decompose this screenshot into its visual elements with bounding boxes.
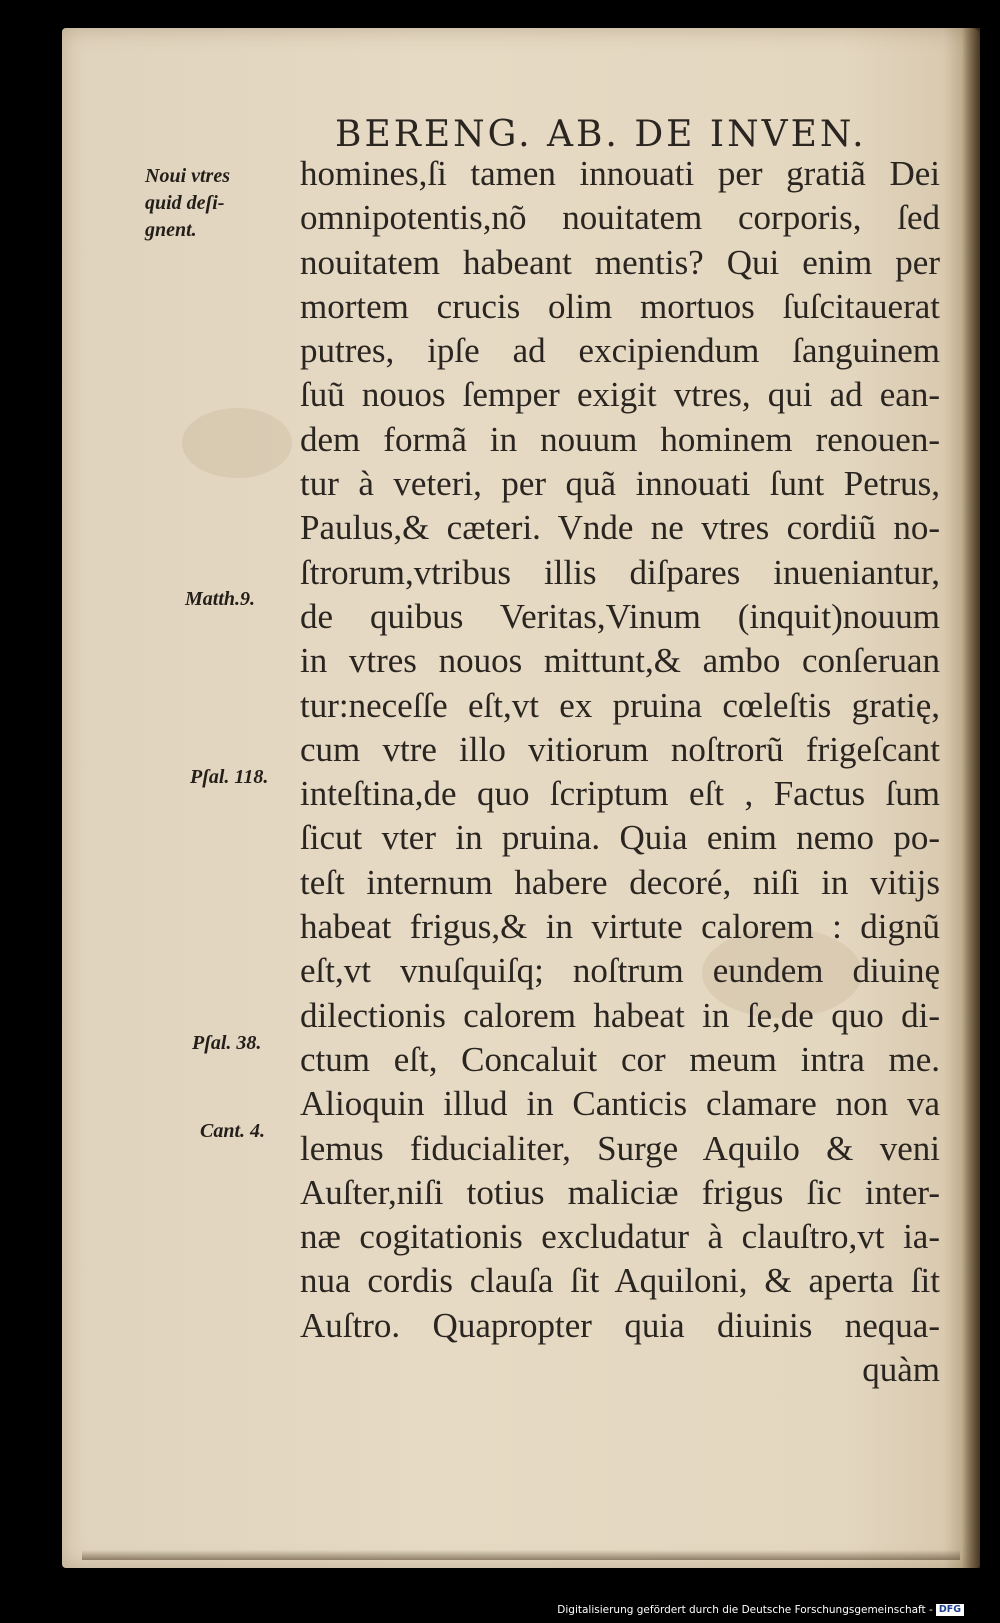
marginal-note-noui-vtres xyxy=(145,163,230,244)
marginal-note-matthew: Matth.9. xyxy=(185,588,256,610)
marginal-note-line: Noui vtres xyxy=(145,165,230,187)
page-bottom-edge xyxy=(82,1550,960,1560)
text-line: Paulus,& cæteri. Vnde ne vtres cordiũ no- xyxy=(300,508,940,548)
marginal-note-line: quid deſi- xyxy=(145,192,225,214)
text-line: putres, ipſe ad excipiendum ſanguinem xyxy=(300,331,940,371)
text-line: ctum eſt, Concaluit cor meum intra me. xyxy=(300,1039,940,1079)
paper-stain xyxy=(182,408,292,478)
text-line: dem formã in nouum hominem renouen- xyxy=(300,419,940,459)
marginal-note-line: gnent. xyxy=(145,219,197,241)
page-fore-edge xyxy=(962,28,980,1568)
text-line: dilectionis calorem habeat in ſe,de quo di- xyxy=(300,995,940,1035)
text-line: eſt,vt vnuſquiſq; noſtrum eundem diuinę xyxy=(300,951,940,991)
digitization-footer xyxy=(557,1604,964,1616)
text-line: tur:neceſſe eſt,vt ex pruina cœleſtis gratię, xyxy=(300,685,940,725)
text-line: ſtrorum,vtribus illis diſpares inueniantur, xyxy=(300,552,940,592)
text-line: omnipotentis,nõ nouitatem corporis, ſed xyxy=(300,198,940,238)
text-line: næ cogitationis excludatur à clauſtro,vt ia- xyxy=(300,1217,940,1257)
marginal-note-psalm-38: Pſal. 38. xyxy=(192,1032,262,1054)
text-line: nua cordis clauſa ſit Aquiloni, & aperta ſit xyxy=(300,1261,940,1301)
body-text xyxy=(300,152,940,1392)
text-line: homines,ſi tamen innouati per gratiã Dei xyxy=(300,154,940,193)
marginal-note-psalm-118: Pſal. 118. xyxy=(190,766,269,788)
text-line: lemus fiducialiter, Surge Aquilo & veni xyxy=(300,1128,940,1168)
text-line: inteſtina,de quo ſcriptum eſt , Factus ſum xyxy=(300,774,940,814)
marginal-note-canticum: Cant. 4. xyxy=(200,1120,266,1142)
text-line: habeat frigus,& in virtute calorem : dignũ xyxy=(300,907,940,947)
text-line: mortem crucis olim mortuos ſuſcitauerat xyxy=(300,286,940,326)
footer-credit-text: Digitalisierung gefördert durch die Deutsche Forschungsgemeinschaft - xyxy=(557,1604,933,1616)
text-line: Auſtro. Quapropter quia diuinis nequa- xyxy=(300,1305,940,1345)
running-head: BERENG. AB. DE INVEN. xyxy=(335,114,867,155)
dfg-logo: DFG xyxy=(936,1604,964,1616)
catchword: quàm xyxy=(862,1350,940,1390)
text-line: Alioquin illud in Canticis clamare non va xyxy=(300,1084,940,1124)
text-line: ſuũ nouos ſemper exigit vtres, qui ad ean- xyxy=(300,375,940,415)
text-line: de quibus Veritas,Vinum (inquit)nouum xyxy=(300,596,940,636)
text-line: cum vtre illo vitiorum noſtrorũ frigeſcant xyxy=(300,729,940,769)
text-line: nouitatem habeant mentis? Qui enim per xyxy=(300,242,940,282)
text-line: ſicut vter in pruina. Quia enim nemo po- xyxy=(300,818,940,858)
text-line: Auſter,niſi totius maliciæ frigus ſic inter- xyxy=(300,1172,940,1212)
text-line: tur à veteri, per quã innouati ſunt Petrus, xyxy=(300,464,940,504)
text-line: teſt internum habere decoré, niſi in vitijs xyxy=(300,862,940,902)
text-line: in vtres nouos mittunt,& ambo conſeruan xyxy=(300,641,940,681)
